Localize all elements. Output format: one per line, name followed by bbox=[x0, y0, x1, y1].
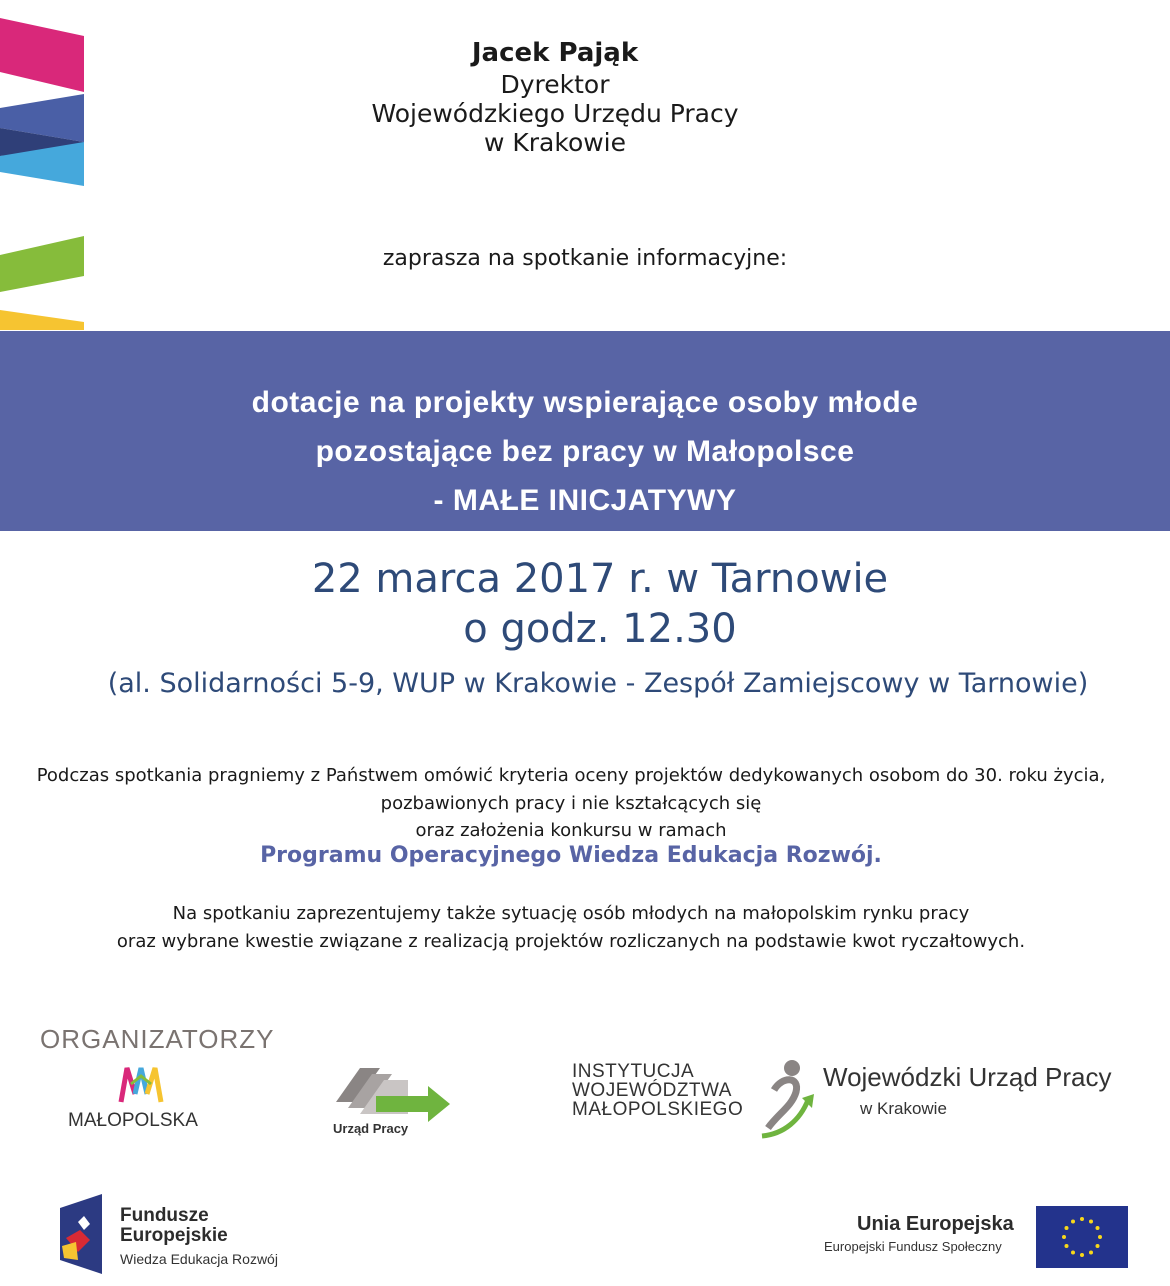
program-name: Programu Operacyjnego Wiedza Edukacja Rozwój. bbox=[260, 843, 882, 868]
title-line-2: Wojewódzkiego Urzędu Pracy bbox=[371, 99, 739, 128]
stripe-yellow bbox=[0, 310, 84, 330]
urzad-pracy-logo-icon bbox=[332, 1062, 452, 1122]
title-line-1: Dyrektor bbox=[500, 70, 610, 99]
body-p1-line2: pozbawionych pracy i nie kształcących się bbox=[380, 793, 762, 814]
urzad-pracy-label: Urząd Pracy bbox=[333, 1121, 409, 1136]
body-p1-line3: oraz założenia konkursu w ramach bbox=[415, 820, 727, 841]
instytucja-line-3: MAŁOPOLSKIEGO bbox=[572, 1099, 744, 1120]
instytucja-line-1: INSTYTUCJA bbox=[572, 1061, 695, 1082]
instytucja-line-2: WOJEWÓDZTWA bbox=[572, 1080, 732, 1101]
event-date: 22 marca 2017 r. w Tarnowie bbox=[311, 556, 889, 602]
banner-line-3: - MAŁE INICJATYWY bbox=[433, 484, 737, 517]
fundusze-europejskie-logo-icon bbox=[60, 1194, 104, 1274]
director-title bbox=[0, 70, 1110, 157]
instytucja-label bbox=[572, 1062, 743, 1119]
ue-subtitle: Europejski Fundusz Społeczny bbox=[824, 1239, 1002, 1254]
fe-subtitle: Wiedza Edukacja Rozwój bbox=[120, 1251, 278, 1267]
body-p2-line2: oraz wybrane kwestie związane z realizacją projektów rozliczanych na podstawie kwot ryczałtowych. bbox=[116, 931, 1026, 952]
malopolska-label: MAŁOPOLSKA bbox=[68, 1110, 198, 1131]
wup-logo-icon bbox=[756, 1058, 818, 1142]
wup-name: Wojewódzki Urząd Pracy bbox=[823, 1062, 1112, 1092]
organizers-title: ORGANIZATORZY bbox=[40, 1024, 275, 1054]
title-line-3: w Krakowie bbox=[483, 128, 627, 157]
eu-flag-icon bbox=[1036, 1206, 1128, 1268]
malopolska-logo-icon bbox=[117, 1064, 165, 1104]
banner-line-2: pozostające bez pracy w Małopolsce bbox=[315, 435, 855, 468]
fe-title bbox=[120, 1206, 228, 1246]
body-p2-line1: Na spotkaniu zaprezentujemy także sytuację osób młodych na małopolskim rynku pracy bbox=[172, 903, 970, 924]
wup-city: w Krakowie bbox=[860, 1099, 947, 1118]
fe-line-2: Europejskie bbox=[120, 1225, 228, 1246]
fe-line-1: Fundusze bbox=[120, 1205, 209, 1226]
topic-banner bbox=[0, 331, 1170, 531]
invite-text: zaprasza na spotkanie informacyjne: bbox=[382, 246, 788, 271]
body-p1-line1: Podczas spotkania pragniemy z Państwem omówić kryteria oceny projektów dedykowanych osobom do 30. roku życia, bbox=[36, 765, 1106, 786]
event-time: o godz. 12.30 bbox=[463, 606, 737, 652]
banner-line-1: dotacje na projekty wspierające osoby młode bbox=[251, 386, 919, 419]
event-address: (al. Solidarności 5-9, WUP w Krakowie - Zespół Zamiejscowy w Tarnowie) bbox=[107, 668, 1089, 699]
ue-title: Unia Europejska bbox=[857, 1213, 1014, 1235]
director-name: Jacek Pająk bbox=[471, 38, 639, 68]
